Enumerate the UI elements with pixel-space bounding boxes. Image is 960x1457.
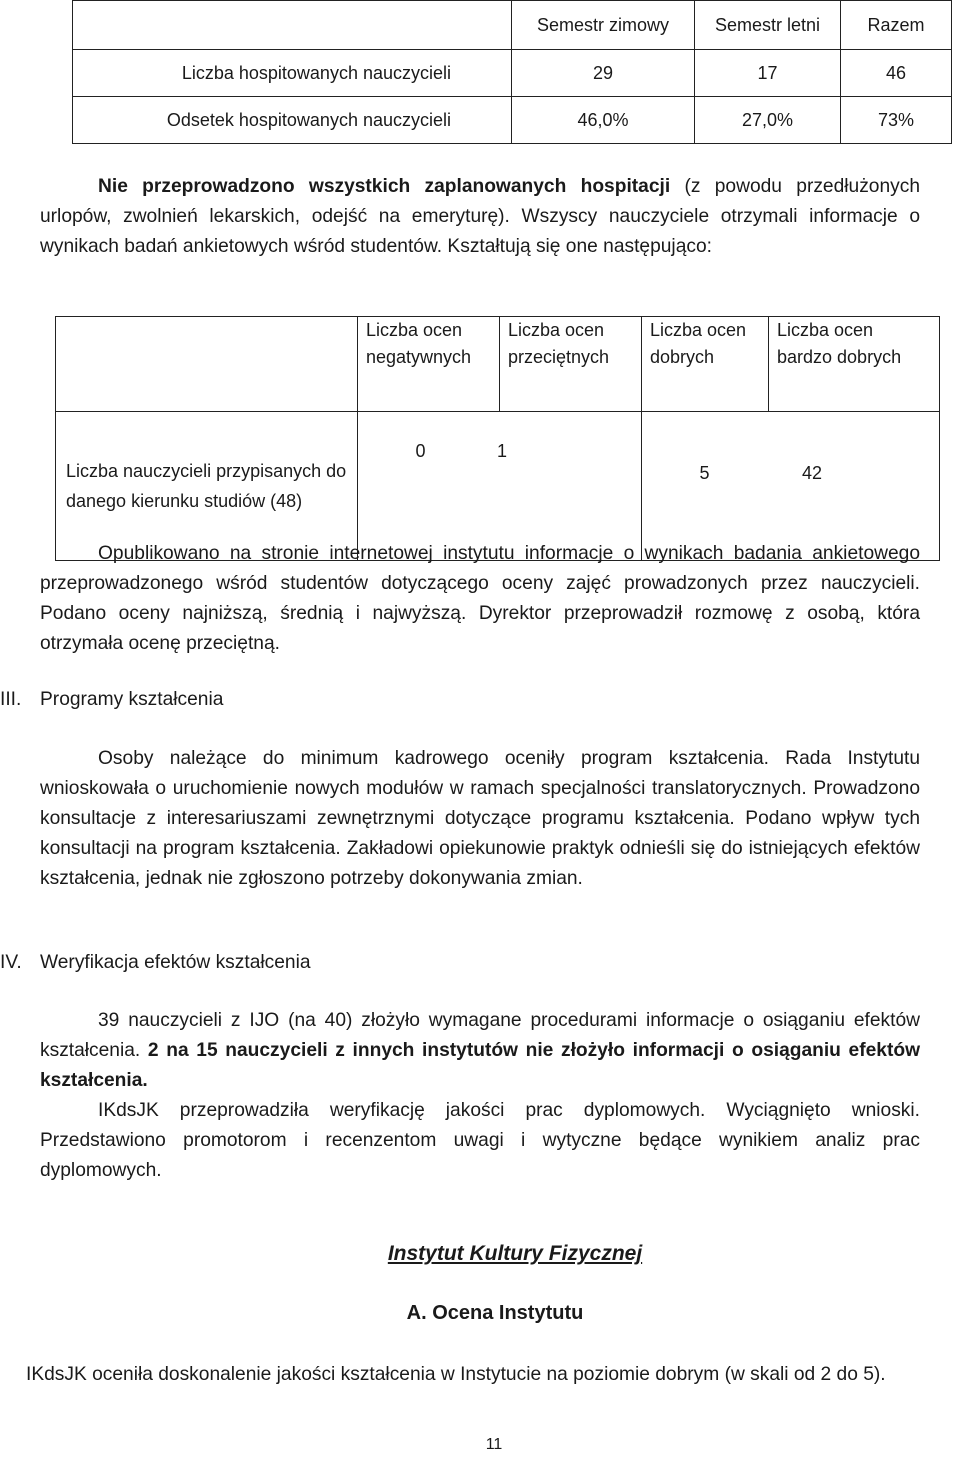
table-cell: 46,0% [512, 97, 695, 144]
table-header-cell: Liczba ocen negatywnych [358, 317, 500, 412]
table-cell: 0 [415, 441, 426, 461]
table-cell: 29 [512, 50, 695, 97]
paragraph-text: IKdsJK oceniła doskonalenie jakości kształcenia w Instytucie na poziomie dobrym (w skali od 2 do 5). [26, 1364, 886, 1385]
subsection-title: A. Ocena Instytutu [406, 1302, 584, 1324]
ratings-table [55, 316, 940, 561]
table-header-cell: Semestr zimowy [512, 1, 695, 50]
table-cell: 46 [841, 50, 952, 97]
diploma-paragraph [40, 1096, 920, 1186]
table-header-empty [73, 1, 512, 50]
hospitation-paragraph [40, 172, 920, 262]
publication-paragraph [40, 539, 920, 659]
bold-statement: Nie przeprowadzono wszystkich zaplanowanych hospitacji [98, 176, 671, 197]
table-cell: 1 [497, 441, 508, 461]
paragraph-text: Opublikowano na stronie internetowej instytutu informacje o wynikach badania ankietowego przeprowadzonego wśród studentów dotyczącego oceny zajęć prowadzonych przez nauczycieli. Podano oceny najniższą, średnią i najwyższą. Dyrektor przeprowadził rozmowę z osobą, która otrzymała ocenę przeciętną. [40, 543, 920, 654]
table-cell: 27,0% [695, 97, 841, 144]
table-header-cell: Semestr letni [695, 1, 841, 50]
table-cell: 42 [801, 463, 823, 483]
table-header-row [73, 1, 952, 50]
paragraph-text: IKdsJK przeprowadziła weryfikację jakości prac dyplomowych. Wyciągnięto wnioski. Przedstawiono promotorom i recenzentom uwagi i wytyczne będące wynikiem analiz prac dyplomowych. [40, 1100, 920, 1181]
row-label: Liczba hospitowanych nauczycieli [73, 50, 512, 97]
paragraph-text: (z powodu przedłużonych urlopów, zwolnień lekarskich, odejść na emeryturę). Wszyscy nauczyciele otrzymali informacje o wynikach badań ankietowych wśród studentów. Kształtują się one następująco: [40, 176, 920, 257]
page-number: 11 [485, 1436, 503, 1453]
table-header-row [56, 317, 940, 412]
section-title: Programy kształcenia [40, 689, 224, 710]
row-label: Liczba nauczycieli przypisanych do danego kierunku studiów (48) [56, 412, 358, 561]
hospitation-table [72, 0, 952, 144]
bold-statement: 2 na 15 nauczycieli z innych instytutów nie złożyło informacji o osiąganiu efektów kształcenia. [40, 1040, 920, 1091]
section-title: Weryfikacja efektów kształcenia [40, 952, 311, 973]
paragraph-text: 39 nauczycieli z IJO (na 40) złożyło wymagane procedurami informacje o osiąganiu efektów kształcenia. [40, 1010, 920, 1061]
assessment-paragraph [26, 1360, 960, 1390]
table-cell: 5 [699, 463, 710, 483]
row-label: Odsetek hospitowanych nauczycieli [73, 97, 512, 144]
programs-paragraph [40, 744, 920, 894]
section-number: IV. [0, 952, 22, 973]
verification-paragraph [40, 1006, 920, 1096]
institute-title: Instytut Kultury Fizycznej [387, 1242, 643, 1265]
table-header-cell: Liczba ocen bardzo dobrych [769, 317, 940, 412]
table-row [73, 50, 952, 97]
table-row [73, 97, 952, 144]
table-header-empty [56, 317, 358, 412]
section-number: III. [0, 689, 22, 710]
table-header-cell: Liczba ocen dobrych [642, 317, 769, 412]
table-cell: 17 [695, 50, 841, 97]
table-header-cell: Liczba ocen przeciętnych [500, 317, 642, 412]
table-header-cell: Razem [841, 1, 952, 50]
paragraph-text: Osoby należące do minimum kadrowego oceniły program kształcenia. Rada Instytutu wnioskowała o uruchomienie nowych modułów w ramach specjalności translatorycznych. Prowadzono konsultacje z interesariuszami zewnętrznymi dotyczące programu kształcenia. Podano wpływ tych konsultacji na program kształcenia. Zakładowi opiekunowie praktyk odnieśli się do istniejących efektów kształcenia, jednak nie zgłoszono potrzeby dokonywania zmian. [40, 748, 920, 889]
table-cell: 73% [841, 97, 952, 144]
